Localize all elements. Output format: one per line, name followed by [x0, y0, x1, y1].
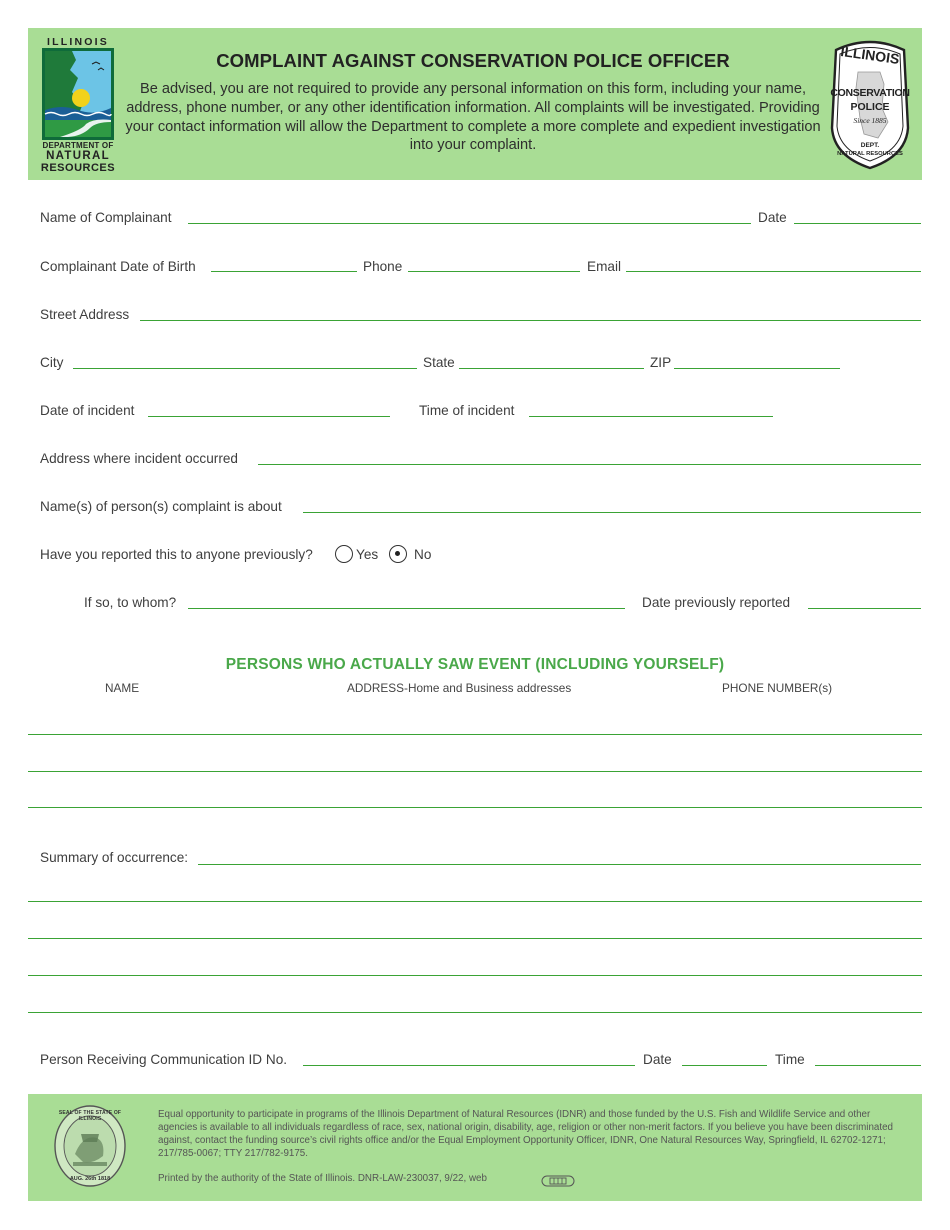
badge-line2-text: POLICE: [850, 101, 890, 113]
badge-since-text: Since 1885: [853, 116, 887, 125]
badge-top-text: ILLINOIS: [839, 42, 901, 68]
city-field[interactable]: [73, 368, 417, 369]
printed-by-text: Printed by the authority of the State of Illinois. DNR-LAW-230037, 9/22, web: [158, 1173, 487, 1184]
idnr-landscape-icon: [42, 48, 114, 140]
summary-line-2[interactable]: [28, 901, 922, 902]
logo-natural-text: NATURAL: [46, 150, 110, 162]
seal-date-text: AUG. 26th 1818: [69, 1176, 111, 1182]
time-of-incident-label: Time of incident: [419, 403, 515, 418]
badge-dept-text: DEPT.: [860, 142, 880, 149]
email-label: Email: [587, 259, 621, 274]
no-radio-selected-dot: [395, 551, 400, 556]
dob-label: Complainant Date of Birth: [40, 259, 196, 274]
to-whom-field[interactable]: [188, 608, 625, 609]
idnr-logo: [40, 36, 116, 174]
summary-line-1[interactable]: [198, 864, 921, 865]
date-of-incident-label: Date of incident: [40, 403, 135, 418]
receiving-date-field[interactable]: [682, 1065, 767, 1066]
persons-about-label: Name(s) of person(s) complaint is about: [40, 499, 282, 514]
summary-line-5[interactable]: [28, 1012, 922, 1013]
no-radio[interactable]: [389, 545, 407, 563]
state-field[interactable]: [459, 368, 644, 369]
persons-about-field[interactable]: [303, 512, 921, 513]
time-of-incident-field[interactable]: [529, 416, 773, 417]
intro-paragraph: Be advised, you are not required to provide any personal information on this form, including your name, address, phone number, or any other identification information. All complaints will be investigated. Providing your contact information will allow the Department to complete a more complete and expedient investigation into your complaint.: [125, 81, 821, 154]
witness-line-1[interactable]: [28, 734, 922, 735]
badge-line1-text: CONSERVATION: [830, 87, 910, 99]
incident-address-field[interactable]: [258, 464, 921, 465]
date-field[interactable]: [794, 223, 921, 224]
badge-bottom-text: NATURAL RESOURCES: [837, 151, 903, 157]
form-title: COMPLAINT AGAINST CONSERVATION POLICE OFFICER: [216, 50, 730, 71]
witnesses-section-title: PERSONS WHO ACTUALLY SAW EVENT (INCLUDING YOURSELF): [225, 656, 725, 673]
no-label: No: [414, 547, 432, 562]
footer-eeo-text: Equal opportunity to participate in programs of the Illinois Department of Natural Resources (IDNR) and those funded by the U.S. Fish and Wildlife Service and other agencies is available to all individuals regardless of race, sex, national origin, disability, age, religion or other non-merit factors. If you believe you have been discriminated against, contact the funding source’s civil rights office and/or the Equal Employment Opportunity Officer, IDNR, One Natural Resources Way, Springfield, IL 62702-1271; 217/785-0067; TTY 217/782-9175.: [158, 1109, 893, 1159]
date-reported-field[interactable]: [808, 608, 921, 609]
email-field[interactable]: [626, 271, 921, 272]
logo-state-text: ILLINOIS: [47, 36, 109, 48]
printer-bug-icon: [541, 1175, 575, 1187]
state-seal: [53, 1104, 127, 1188]
date-label: Date: [758, 210, 787, 225]
col-name-header: NAME: [105, 681, 140, 695]
zip-field[interactable]: [674, 368, 840, 369]
yes-radio[interactable]: [335, 545, 353, 563]
city-label: City: [40, 355, 64, 370]
phone-field[interactable]: [408, 271, 580, 272]
logo-resources-text: RESOURCES: [40, 162, 116, 174]
col-address-header: ADDRESS-Home and Business addresses: [347, 681, 572, 695]
logo-dept-text: DEPARTMENT OF: [42, 141, 114, 150]
phone-label: Phone: [363, 259, 403, 274]
state-label: State: [423, 355, 455, 370]
witness-line-2[interactable]: [28, 771, 922, 772]
to-whom-label: If so, to whom?: [84, 595, 177, 610]
yes-label: Yes: [356, 547, 379, 562]
summary-line-4[interactable]: [28, 975, 922, 976]
zip-label: ZIP: [650, 355, 672, 370]
col-phone-header: PHONE NUMBER(s): [722, 681, 833, 695]
receiving-time-label: Time: [775, 1052, 805, 1067]
street-address-label: Street Address: [40, 307, 130, 322]
incident-address-label: Address where incident occurred: [40, 451, 238, 466]
street-address-field[interactable]: [140, 320, 921, 321]
reported-question-label: Have you reported this to anyone previously?: [40, 547, 313, 562]
name-of-complainant-field[interactable]: [188, 223, 751, 224]
receiving-id-field[interactable]: [303, 1065, 635, 1066]
conservation-police-badge: [828, 38, 912, 170]
seal-ring-text: SEAL OF THE STATE OF ILLINOIS: [58, 1110, 122, 1122]
date-of-incident-field[interactable]: [148, 416, 390, 417]
summary-label: Summary of occurrence:: [40, 850, 189, 865]
date-reported-label: Date previously reported: [642, 595, 791, 610]
summary-line-3[interactable]: [28, 938, 922, 939]
receiving-id-label: Person Receiving Communication ID No.: [40, 1052, 288, 1067]
receiving-time-field[interactable]: [815, 1065, 921, 1066]
witness-line-3[interactable]: [28, 807, 922, 808]
receiving-date-label: Date: [643, 1052, 672, 1067]
dob-field[interactable]: [211, 271, 357, 272]
name-of-complainant-label: Name of Complainant: [40, 210, 172, 225]
